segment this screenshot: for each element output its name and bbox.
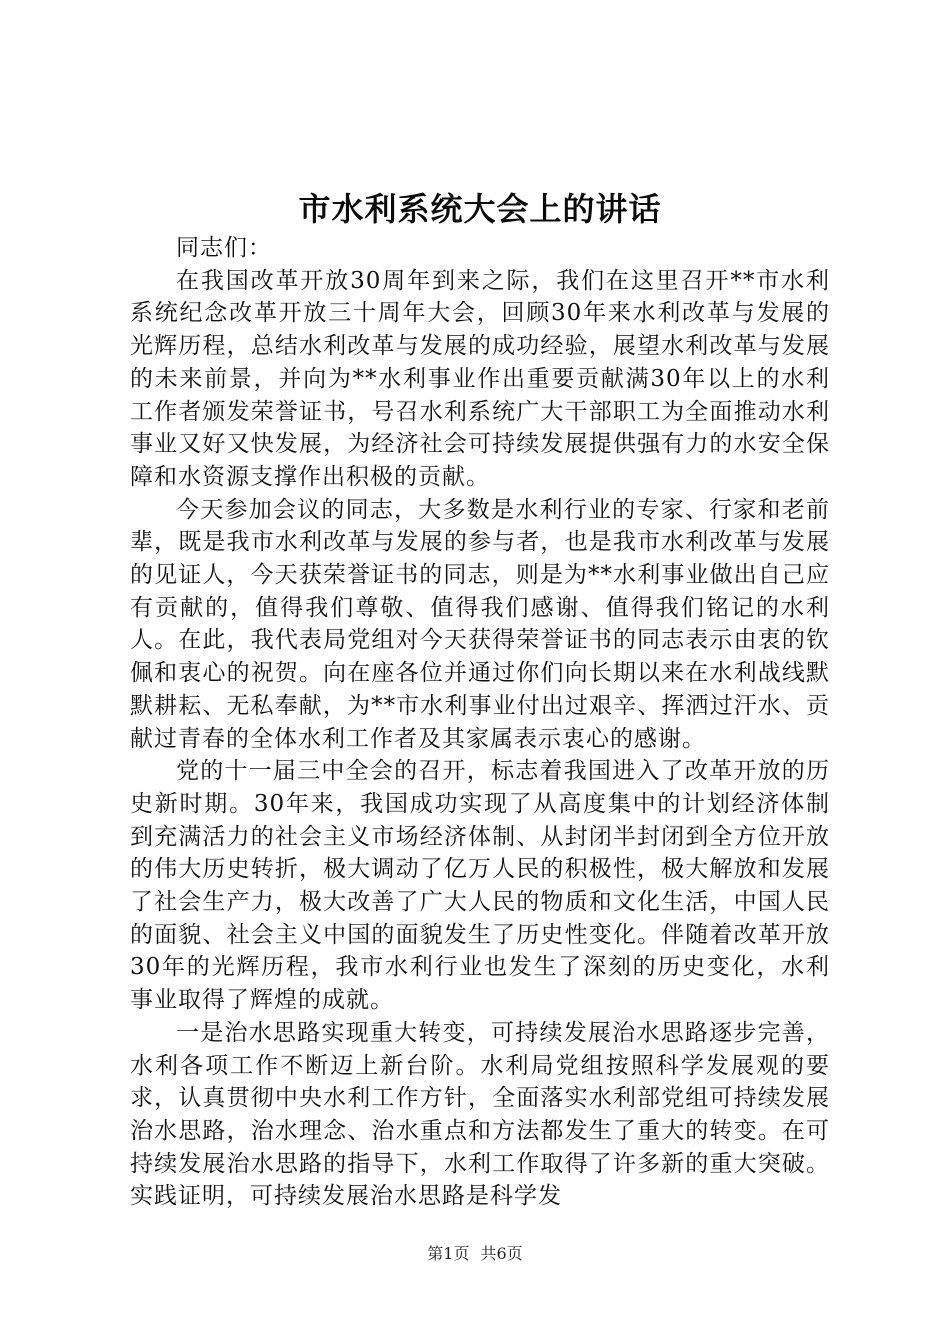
salutation: 同志们：: [176, 235, 272, 261]
page-footer: [0, 1243, 950, 1265]
document-title: 市水利系统大会上的讲话: [298, 190, 662, 228]
paragraph: 今天参加会议的同志，大多数是水利行业的专家、行家和老前辈，既是我市水利改革与发展的参与者，也是我市水利改革与发展的见证人，今天获荣誉证书的同志，则是为**水利事业做出自己应有贡献的，值得我们尊敬、值得我们感谢、值得我们铭记的水利人。在此，我代表局党组对今天获得荣誉证书的同志表示由衷的钦佩和衷心的祝贺。向在座各位并通过你们向长期以来在水利战线默默耕耘、无私奉献，为**市水利事业付出过艰辛、挥洒过汗水、贡献过青春的全体水利工作者及其家属表示衷心的感谢。: [130, 496, 830, 752]
page-total: 共6页: [480, 1244, 523, 1263]
paragraph: 一是治水思路实现重大转变，可持续发展治水思路逐步完善，水利各项工作不断迈上新台阶。水利局党组按照科学发展观的要求，认真贯彻中央水利工作方针，全面落实水利部党组可持续发展治水思路，治水理念、治水重点和方法都发生了重大的转变。在可持续发展治水思路的指导下，水利工作取得了许多新的重大突破。实践证明，可持续发展治水思路是科学发: [130, 1019, 830, 1210]
document-body: [130, 186, 830, 1213]
page-number: 第1页: [427, 1244, 470, 1263]
paragraph: 在我国改革开放30周年到来之际，我们在这里召开**市水利系统纪念改革开放三十周年大会，回顾30年来水利改革与发展的光辉历程，总结水利改革与发展的成功经验，展望水利改革与发展的未来前景，并向为**水利事业作出重要贡献满30年以上的水利工作者颁发荣誉证书，号召水利系统广大干部职工为全面推动水利事业又好又快发展，为经济社会可持续发展提供强有力的水安全保障和水资源支撑作出积极的贡献。: [130, 267, 830, 490]
paragraph: 党的十一届三中全会的召开，标志着我国进入了改革开放的历史新时期。30年来，我国成功实现了从高度集中的计划经济体制到充满活力的社会主义市场经济体制、从封闭半封闭到全方位开放的伟大历史转折，极大调动了亿万人民的积极性，极大解放和发展了社会生产力，极大改善了广大人民的物质和文化生活，中国人民的面貌、社会主义中国的面貌发生了历史性变化。伴随着改革开放30年的光辉历程，我市水利行业也发生了深刻的历史变化，水利事业取得了辉煌的成就。: [130, 758, 830, 1014]
